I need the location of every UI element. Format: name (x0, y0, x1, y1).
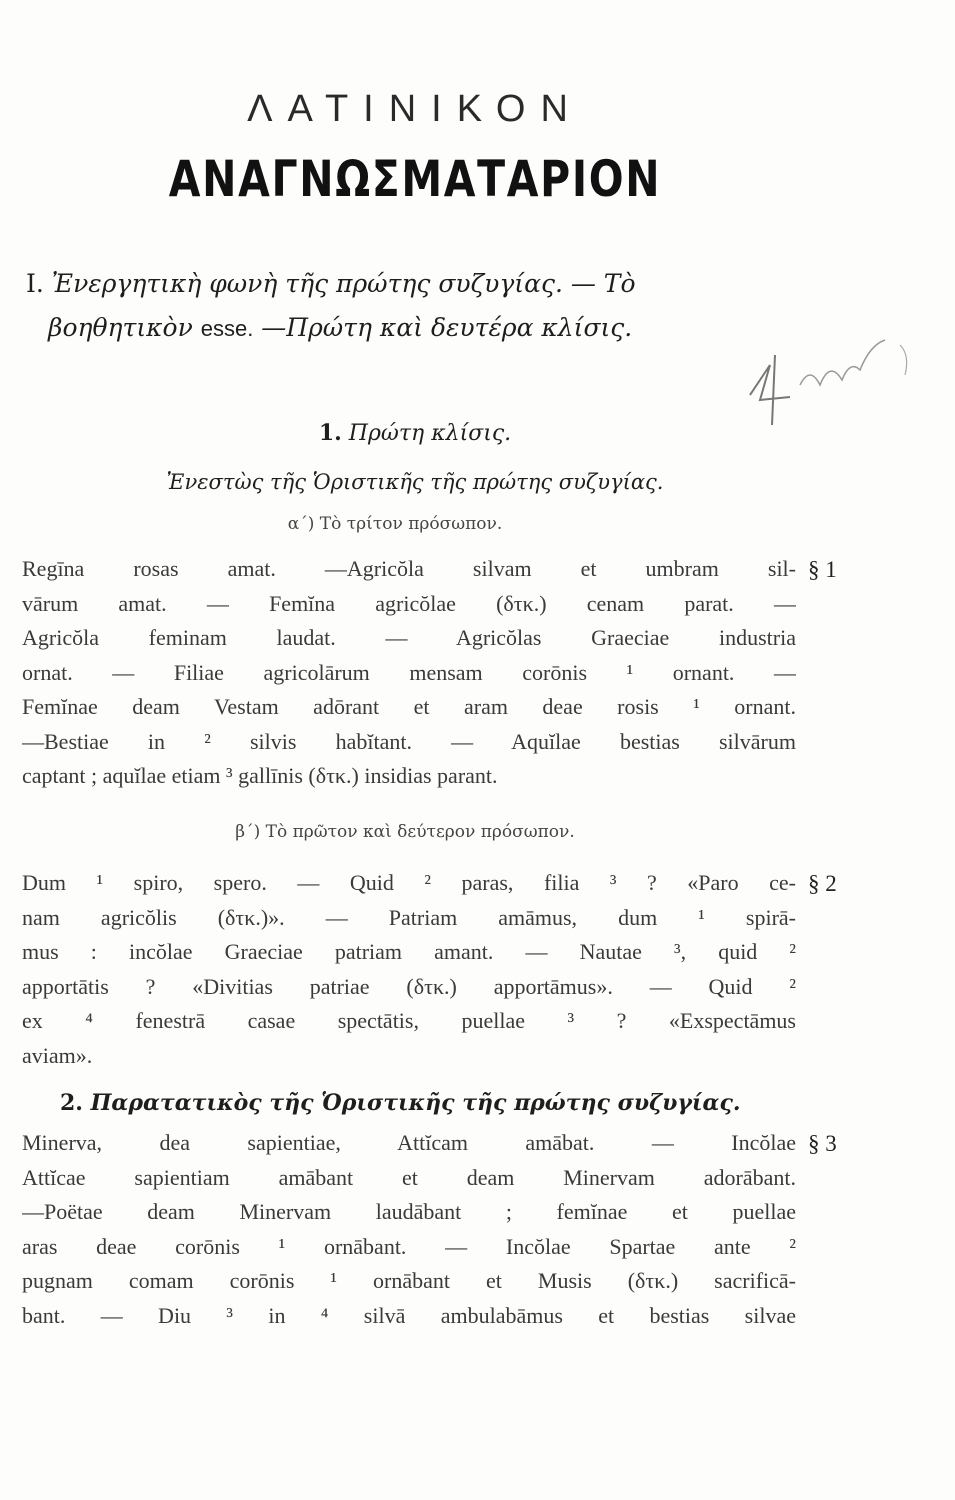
subsection-1-title: Πρώτη κλίσις. (348, 421, 512, 446)
paragraph-3-line: Minerva, dea sapientiae, Attĭcam amābat. — Incŏlae (22, 1130, 796, 1155)
paragraph-2 (22, 866, 796, 1073)
paragraph-1-line: Agricŏla feminam laudat. — Agricŏlas Graeciae industria (22, 625, 796, 650)
paragraph-1-line: vārum amat. — Femĭna agricŏlae (δτκ.) cenam parat. — (22, 590, 796, 616)
paragraph-3-line: bant. — Diu ³ in ⁴ silvā ambulabāmus et bestias silvae (22, 1302, 796, 1328)
handwritten-scrawl-icon (730, 325, 930, 435)
paragraph-2-line: ex ⁴ fenestrā casae spectātis, puellae ³ ? «Exspectāmus (22, 1008, 796, 1033)
paragraph-3-line: aras deae corōnis ¹ ornābant. — Incŏlae Spartae ante ² (22, 1233, 796, 1259)
subsection-1-heading (0, 420, 830, 446)
subsection-1-number: 1. (318, 420, 342, 446)
paragraph-1-line: Regīna rosas amat. —Agricŏla silvam et umbram sil- (22, 556, 796, 581)
paragraph-1-line: —Bestiae in ² silvis habĭtant. — Aquĭlae bestias silvārum (22, 728, 796, 754)
paragraph-2-line: apportātis ? «Divitias patriae (δτκ.) apportāmus». — Quid ² (22, 973, 796, 999)
paragraph-3-line: Attĭcae sapientiam amābant et deam Minervam adorābant. (22, 1164, 796, 1190)
paragraph-3-line: —Poëtae deam Minervam laudābant ; femĭnae et puellae (22, 1199, 796, 1224)
paragraph-2-line: nam agricŏlis (δτκ.)». — Patriam amāmus, dum ¹ spirā- (22, 904, 796, 930)
first-second-person-heading: β´) Τὸ πρῶτον καὶ δεύτερον πρόσωπον. (235, 822, 575, 842)
section-heading-text-1: Ἐνεργητικὴ φωνὴ τῆς πρώτης συζυγίας. — Τὸ (51, 269, 636, 298)
subsection-2-heading (60, 1090, 800, 1116)
tense-heading: Ἐνεστὼς τῆς Ὁριστικῆς τῆς πρώτης συζυγίας. (166, 470, 664, 494)
third-person-heading: α´) Τὸ τρίτον πρόσωπον. (287, 514, 503, 534)
section-marker-1: § 1 (808, 557, 837, 582)
section-heading (26, 262, 816, 351)
page-supertitle: ΛΑΤΙΝΙΚΟΝ (247, 88, 583, 130)
paragraph-2-line: Dum ¹ spiro, spero. — Quid ² paras, filia ³ ? «Paro ce- (22, 870, 796, 895)
section-marker-2: § 2 (808, 871, 837, 896)
section-number: I. (26, 269, 44, 298)
section-heading-text-2a: βοηθητικὸν (48, 313, 193, 342)
paragraph-1-line: ornat. — Filiae agricolārum mensam corōnis ¹ ornant. — (22, 659, 796, 685)
paragraph-1 (22, 552, 796, 794)
paragraph-1-line: captant ; aquĭlae etiam ³ gallīnis (δτκ.) insidias parant. (22, 763, 498, 788)
section-marker-3: § 3 (808, 1131, 837, 1156)
paragraph-2-line: aviam». (22, 1042, 93, 1068)
section-heading-latin: esse. (200, 316, 254, 341)
paragraph-1-line: Femĭnae deam Vestam adōrant et aram deae rosis ¹ ornant. (22, 694, 796, 719)
paragraph-2-line: mus : incŏlae Graeciae patriam amant. — Nautae ³, quid ² (22, 939, 796, 964)
section-heading-line-1 (26, 262, 816, 306)
section-heading-line-2 (26, 306, 816, 351)
paragraph-3 (22, 1126, 796, 1333)
page-title: ΑΝΑΓΝΩΣΜΑΤΑΡΙΟΝ (168, 150, 662, 208)
section-heading-text-2b: —Πρώτη καὶ δευτέρα κλίσις. (261, 313, 633, 342)
subsection-2-title: Παρατατικὸς τῆς Ὁριστικῆς τῆς πρώτης συζυγίας. (90, 1090, 741, 1116)
paragraph-3-line: pugnam comam corōnis ¹ ornābant et Musis (δτκ.) sacrificā- (22, 1268, 796, 1293)
subsection-2-number: 2. (60, 1090, 83, 1116)
